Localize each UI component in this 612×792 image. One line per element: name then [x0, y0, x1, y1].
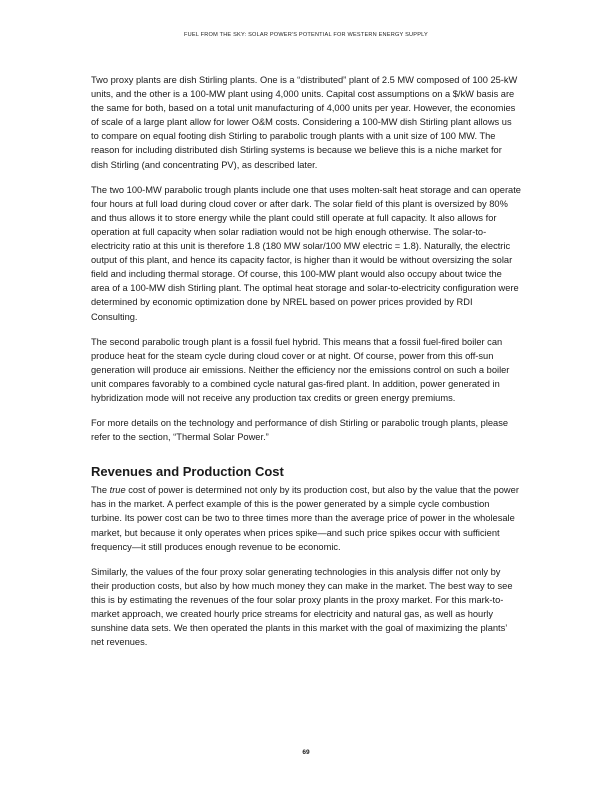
paragraph-dish-stirling: Two proxy plants are dish Stirling plants. One is a “distributed” plant of 2.5 MW composed of 100 25-kW units, and the other is a 100-MW plant using 4,000 units. Capital cost assumptions on a $/kW basis are the same for both, based on a total unit manufacturing of 4,000 units per year. However, the economies of scale of a large plant allow for lower O&M costs. Considering a 100-MW dish Stirling plant allows us to compare on equal footing dish Stirling to parabolic trough plants with a unit size of 100 MW. The reason for including distributed dish Stirling systems is because we believe this is a niche market for dish Stirling (and concentrating PV), as described later.: [91, 75, 518, 170]
true-cost-lead: The: [91, 485, 110, 496]
paragraph-true-cost: [91, 483, 521, 553]
running-header: FUEL FROM THE SKY: SOLAR POWER'S POTENTIAL FOR WESTERN ENERGY SUPPLY: [184, 32, 428, 38]
page-body: [91, 73, 521, 649]
paragraph-more-details: For more details on the technology and performance of dish Stirling or parabolic trough plants, please refer to the section, “Thermal Solar Power.”: [91, 418, 509, 443]
paragraph-fossil-hybrid: The second parabolic trough plant is a fossil fuel hybrid. This means that a fossil fuel-fired boiler can produce heat for the steam cycle during cloud cover or at night. Of course, power from this off-sun generation will produce air emissions. Neither the efficiency nor the emissions control on such a boiler unit compares favorably to a combined cycle natural gas-fired plant. In addition, power generated in hybridization mode will not receive any production tax credits or green energy premiums.: [91, 336, 510, 403]
true-cost-text: cost of power is determined not only by its production cost, but also by the value that the power has in the market. A perfect example of this is the power generated by a simple cycle combustion turbine. Its power cost can be two to three times more than the average price of power in the wholesale market, but because it only operates when prices spike—and such price spikes occur with sufficient frequency—it still produces enough revenue to be economic.: [91, 485, 519, 552]
paragraph-mark-to-market: Similarly, the values of the four proxy solar generating technologies in this analysis differ not only by their production costs, but also by how much money they can make in the market. The best way to see this is by estimating the revenues of the four solar proxy plants in the proxy market. For this mark-to-market approach, we created hourly price streams for electricity and natural gas, as well as hourly sunshine data sets. We then operated the plants in this market with the goal of maximizing the plants’ net revenues.: [91, 566, 513, 648]
page-number: 69: [302, 749, 310, 756]
section-heading: Revenues and Production Cost: [91, 464, 284, 480]
paragraph-parabolic-trough: The two 100-MW parabolic trough plants include one that uses molten-salt heat storage and can operate four hours at full load during cloud cover or after dark. The solar field of this plant is oversized by 80% and thus allows it to store energy while the plant could still operate at full capacity. It also allows for operation at full capacity when solar radiation would not be high enough otherwise. The solar-to-electricity ratio at this unit is therefore 1.8 (180 MW solar/100 MW electric = 1.8). Naturally, the electric output of this plant, and hence its capacity factor, is higher than it would be without oversizing the solar field and including thermal storage. Of course, this 100-MW plant would also occupy about twice the area of a 100-MW dish Stirling plant. The optimal heat storage and solar-to-electricity configuration were determined by economic optimization done by NREL based on power prices provided by RDI Consulting.: [91, 184, 521, 322]
true-emphasis: true: [109, 485, 126, 496]
